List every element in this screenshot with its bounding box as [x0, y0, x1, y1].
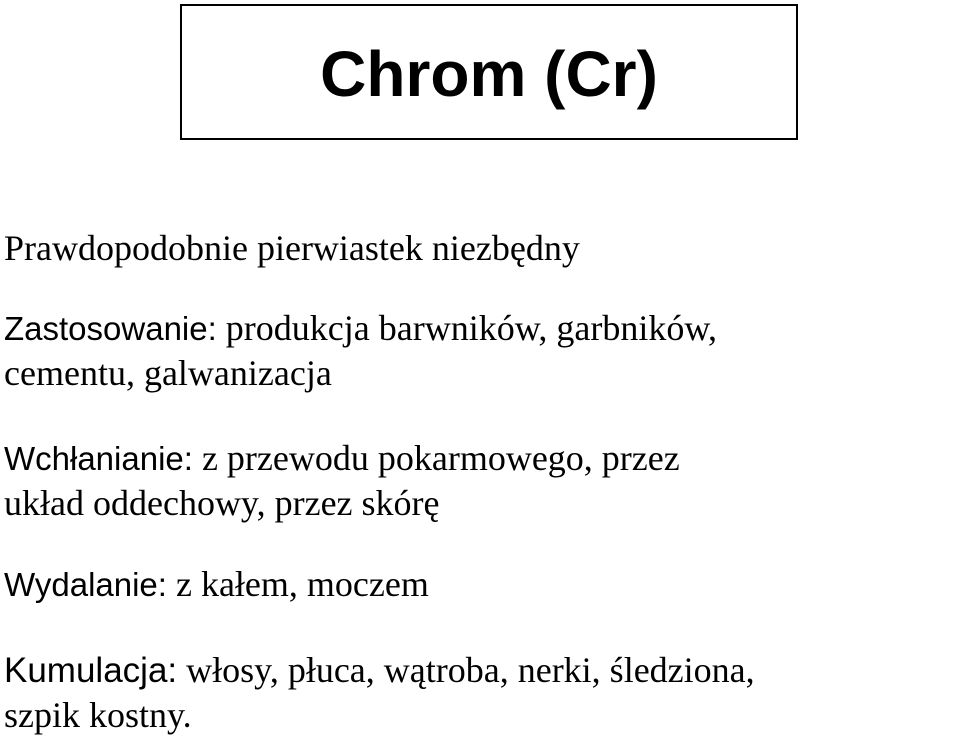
kumulacja-label: Kumulacja:	[4, 651, 178, 690]
kumulacja-text-line2: szpik kostny.	[4, 695, 192, 735]
zastosowanie-label: Zastosowanie:	[4, 310, 217, 347]
wchlanianie-text-line1: z przewodu pokarmowego, przez	[192, 438, 680, 478]
kumulacja-text-line1: włosy, płuca, wątroba, nerki, śledziona,	[177, 650, 755, 690]
section-kumulacja	[4, 648, 956, 737]
zastosowanie-text-line2: cementu, galwanizacja	[4, 353, 332, 393]
section-wydalanie	[4, 562, 956, 607]
wydalanie-label: Wydalanie:	[4, 566, 167, 603]
title-box	[180, 4, 798, 140]
wchlanianie-label: Wchłanianie:	[4, 440, 193, 477]
page-title: Chrom (Cr)	[320, 38, 658, 110]
zastosowanie-text-line1: produkcja barwników, garbników,	[216, 308, 717, 348]
section-zastosowanie	[4, 306, 956, 395]
wchlanianie-text-line2: układ oddechowy, przez skórę	[4, 483, 440, 523]
wydalanie-text-line1: z kałem, moczem	[166, 564, 429, 604]
section-wchlanianie	[4, 436, 956, 525]
intro-text: Prawdopodobnie pierwiastek niezbędny	[4, 228, 580, 268]
